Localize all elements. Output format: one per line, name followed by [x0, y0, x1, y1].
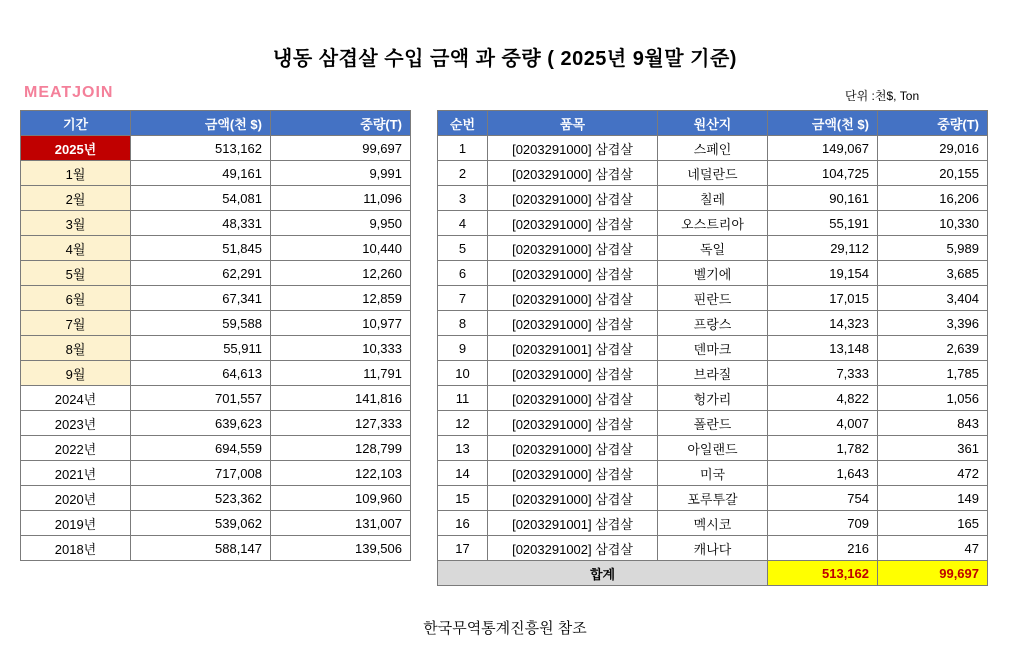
- cell-weight: 2,639: [878, 336, 988, 361]
- table-row: [21, 411, 411, 436]
- cell-no: 13: [438, 436, 488, 461]
- cell-item: [0203291000] 삼겹살: [488, 461, 658, 486]
- table-row: [21, 511, 411, 536]
- cell-weight: 149: [878, 486, 988, 511]
- cell-amount: 709: [768, 511, 878, 536]
- table-row: [21, 311, 411, 336]
- cell-no: 8: [438, 311, 488, 336]
- cell-weight: 20,155: [878, 161, 988, 186]
- cell-origin: 오스트리아: [658, 211, 768, 236]
- cell-amount: 639,623: [131, 411, 271, 436]
- cell-origin: 독일: [658, 236, 768, 261]
- cell-origin: 멕시코: [658, 511, 768, 536]
- cell-no: 4: [438, 211, 488, 236]
- table-row: [438, 511, 988, 536]
- cell-item: [0203291000] 삼겹살: [488, 286, 658, 311]
- period-table-header: [21, 111, 411, 136]
- cell-amount: 694,559: [131, 436, 271, 461]
- column-header-item: 품목: [488, 111, 658, 136]
- cell-origin: 스페인: [658, 136, 768, 161]
- cell-item: [0203291000] 삼겹살: [488, 361, 658, 386]
- table-row: [438, 211, 988, 236]
- table-row: [21, 436, 411, 461]
- source-note: 한국무역통계진흥원 참조: [423, 620, 587, 637]
- cell-amount: 754: [768, 486, 878, 511]
- cell-no: 11: [438, 386, 488, 411]
- origin-table-header: [438, 111, 988, 136]
- cell-weight: 141,816: [271, 386, 411, 411]
- cell-weight: 16,206: [878, 186, 988, 211]
- table-row: [438, 411, 988, 436]
- cell-origin: 폴란드: [658, 411, 768, 436]
- cell-amount: 64,613: [131, 361, 271, 386]
- cell-weight: 3,404: [878, 286, 988, 311]
- origin-detail-table: [437, 110, 988, 586]
- cell-weight: 12,260: [271, 261, 411, 286]
- cell-amount: 149,067: [768, 136, 878, 161]
- cell-no: 3: [438, 186, 488, 211]
- cell-no: 12: [438, 411, 488, 436]
- cell-no: 9: [438, 336, 488, 361]
- cell-amount: 513,162: [131, 136, 271, 161]
- cell-weight: 9,991: [271, 161, 411, 186]
- table-row: [438, 336, 988, 361]
- table-row: [21, 136, 411, 161]
- cell-no: 1: [438, 136, 488, 161]
- table-header-row: [438, 111, 988, 136]
- cell-origin: 헝가리: [658, 386, 768, 411]
- cell-weight: 10,330: [878, 211, 988, 236]
- cell-amount: 7,333: [768, 361, 878, 386]
- page-title: 냉동 삼겹살 수입 금액 과 중량 ( 2025년 9월말 기준): [273, 48, 737, 70]
- table-row: [438, 161, 988, 186]
- cell-weight: 9,950: [271, 211, 411, 236]
- cell-weight: 3,396: [878, 311, 988, 336]
- table-row: [21, 236, 411, 261]
- total-weight: 99,697: [878, 561, 988, 586]
- cell-origin: 칠레: [658, 186, 768, 211]
- cell-amount: 104,725: [768, 161, 878, 186]
- cell-item: [0203291000] 삼겹살: [488, 136, 658, 161]
- table-row: [438, 286, 988, 311]
- cell-item: [0203291000] 삼겹살: [488, 436, 658, 461]
- cell-period: 7월: [21, 311, 131, 336]
- cell-amount: 67,341: [131, 286, 271, 311]
- cell-period: 2023년: [21, 411, 131, 436]
- period-table-body: [21, 136, 411, 561]
- cell-amount: 13,148: [768, 336, 878, 361]
- table-row: [438, 311, 988, 336]
- cell-period: 1월: [21, 161, 131, 186]
- cell-amount: 54,081: [131, 186, 271, 211]
- cell-period: 2022년: [21, 436, 131, 461]
- cell-weight: 1,056: [878, 386, 988, 411]
- origin-table-body: [438, 136, 988, 586]
- cell-period: 2월: [21, 186, 131, 211]
- cell-item: [0203291000] 삼겹살: [488, 211, 658, 236]
- cell-amount: 4,822: [768, 386, 878, 411]
- cell-amount: 62,291: [131, 261, 271, 286]
- cell-item: [0203291000] 삼겹살: [488, 261, 658, 286]
- cell-weight: 10,333: [271, 336, 411, 361]
- cell-weight: 29,016: [878, 136, 988, 161]
- cell-period: 2018년: [21, 536, 131, 561]
- cell-no: 16: [438, 511, 488, 536]
- table-row: [21, 486, 411, 511]
- cell-weight: 11,791: [271, 361, 411, 386]
- cell-amount: 1,782: [768, 436, 878, 461]
- total-label: 합계: [438, 561, 768, 586]
- cell-no: 6: [438, 261, 488, 286]
- table-row: [21, 261, 411, 286]
- table-row: [438, 536, 988, 561]
- cell-weight: 99,697: [271, 136, 411, 161]
- cell-item: [0203291000] 삼겹살: [488, 186, 658, 211]
- table-row: [21, 161, 411, 186]
- table-row: [21, 186, 411, 211]
- cell-weight: 472: [878, 461, 988, 486]
- cell-amount: 1,643: [768, 461, 878, 486]
- table-row: [21, 361, 411, 386]
- column-header-no: 순번: [438, 111, 488, 136]
- cell-item: [0203291000] 삼겹살: [488, 311, 658, 336]
- column-header-amount: 금액(천 $): [768, 111, 878, 136]
- cell-weight: 139,506: [271, 536, 411, 561]
- column-header-weight: 중량(T): [878, 111, 988, 136]
- table-row: [438, 261, 988, 286]
- unit-note: 단위 :천$, Ton: [845, 89, 920, 103]
- cell-period: 4월: [21, 236, 131, 261]
- column-header-period: 기간: [21, 111, 131, 136]
- table-row: [21, 336, 411, 361]
- table-row: [438, 461, 988, 486]
- cell-weight: 843: [878, 411, 988, 436]
- cell-amount: 588,147: [131, 536, 271, 561]
- cell-weight: 109,960: [271, 486, 411, 511]
- cell-item: [0203291001] 삼겹살: [488, 511, 658, 536]
- cell-weight: 10,440: [271, 236, 411, 261]
- cell-no: 17: [438, 536, 488, 561]
- table-row: [438, 486, 988, 511]
- cell-weight: 122,103: [271, 461, 411, 486]
- cell-period: 2019년: [21, 511, 131, 536]
- cell-weight: 11,096: [271, 186, 411, 211]
- table-header-row: [21, 111, 411, 136]
- cell-amount: 29,112: [768, 236, 878, 261]
- cell-amount: 49,161: [131, 161, 271, 186]
- cell-weight: 3,685: [878, 261, 988, 286]
- table-row: [438, 136, 988, 161]
- cell-weight: 131,007: [271, 511, 411, 536]
- cell-amount: 523,362: [131, 486, 271, 511]
- cell-weight: 128,799: [271, 436, 411, 461]
- table-row: [21, 211, 411, 236]
- total-amount: 513,162: [768, 561, 878, 586]
- column-header-origin: 원산지: [658, 111, 768, 136]
- cell-amount: 90,161: [768, 186, 878, 211]
- cell-amount: 19,154: [768, 261, 878, 286]
- table-row: [438, 436, 988, 461]
- cell-period: 6월: [21, 286, 131, 311]
- cell-origin: 아일랜드: [658, 436, 768, 461]
- cell-no: 2: [438, 161, 488, 186]
- cell-weight: 127,333: [271, 411, 411, 436]
- table-row: [21, 536, 411, 561]
- cell-amount: 48,331: [131, 211, 271, 236]
- cell-period: 8월: [21, 336, 131, 361]
- cell-origin: 브라질: [658, 361, 768, 386]
- cell-item: [0203291000] 삼겹살: [488, 386, 658, 411]
- cell-amount: 59,588: [131, 311, 271, 336]
- table-row: [21, 461, 411, 486]
- cell-origin: 벨기에: [658, 261, 768, 286]
- cell-origin: 미국: [658, 461, 768, 486]
- cell-weight: 361: [878, 436, 988, 461]
- cell-amount: 539,062: [131, 511, 271, 536]
- cell-period: 2025년: [21, 136, 131, 161]
- cell-period: 3월: [21, 211, 131, 236]
- cell-origin: 핀란드: [658, 286, 768, 311]
- cell-no: 7: [438, 286, 488, 311]
- cell-weight: 165: [878, 511, 988, 536]
- cell-item: [0203291001] 삼겹살: [488, 336, 658, 361]
- cell-weight: 12,859: [271, 286, 411, 311]
- cell-weight: 10,977: [271, 311, 411, 336]
- cell-origin: 네덜란드: [658, 161, 768, 186]
- cell-no: 10: [438, 361, 488, 386]
- cell-no: 5: [438, 236, 488, 261]
- cell-amount: 55,911: [131, 336, 271, 361]
- total-row: [438, 561, 988, 586]
- cell-origin: 덴마크: [658, 336, 768, 361]
- brand-logo: MEATJOIN: [24, 84, 114, 101]
- cell-amount: 216: [768, 536, 878, 561]
- table-row: [438, 236, 988, 261]
- cell-amount: 51,845: [131, 236, 271, 261]
- cell-weight: 47: [878, 536, 988, 561]
- table-row: [21, 386, 411, 411]
- cell-amount: 717,008: [131, 461, 271, 486]
- column-header-weight: 중량(T): [271, 111, 411, 136]
- cell-weight: 5,989: [878, 236, 988, 261]
- cell-period: 2024년: [21, 386, 131, 411]
- column-header-amount: 금액(천 $): [131, 111, 271, 136]
- cell-item: [0203291002] 삼겹살: [488, 536, 658, 561]
- cell-weight: 1,785: [878, 361, 988, 386]
- cell-amount: 701,557: [131, 386, 271, 411]
- table-row: [438, 361, 988, 386]
- cell-period: 9월: [21, 361, 131, 386]
- cell-item: [0203291000] 삼겹살: [488, 161, 658, 186]
- table-row: [438, 186, 988, 211]
- cell-origin: 프랑스: [658, 311, 768, 336]
- cell-amount: 4,007: [768, 411, 878, 436]
- cell-origin: 캐나다: [658, 536, 768, 561]
- table-row: [21, 286, 411, 311]
- cell-item: [0203291000] 삼겹살: [488, 236, 658, 261]
- cell-period: 2021년: [21, 461, 131, 486]
- cell-origin: 포루투갈: [658, 486, 768, 511]
- cell-period: 5월: [21, 261, 131, 286]
- cell-no: 14: [438, 461, 488, 486]
- cell-item: [0203291000] 삼겹살: [488, 411, 658, 436]
- cell-amount: 55,191: [768, 211, 878, 236]
- cell-period: 2020년: [21, 486, 131, 511]
- cell-no: 15: [438, 486, 488, 511]
- table-row: [438, 386, 988, 411]
- cell-item: [0203291000] 삼겹살: [488, 486, 658, 511]
- period-summary-table: [20, 110, 411, 561]
- cell-amount: 14,323: [768, 311, 878, 336]
- cell-amount: 17,015: [768, 286, 878, 311]
